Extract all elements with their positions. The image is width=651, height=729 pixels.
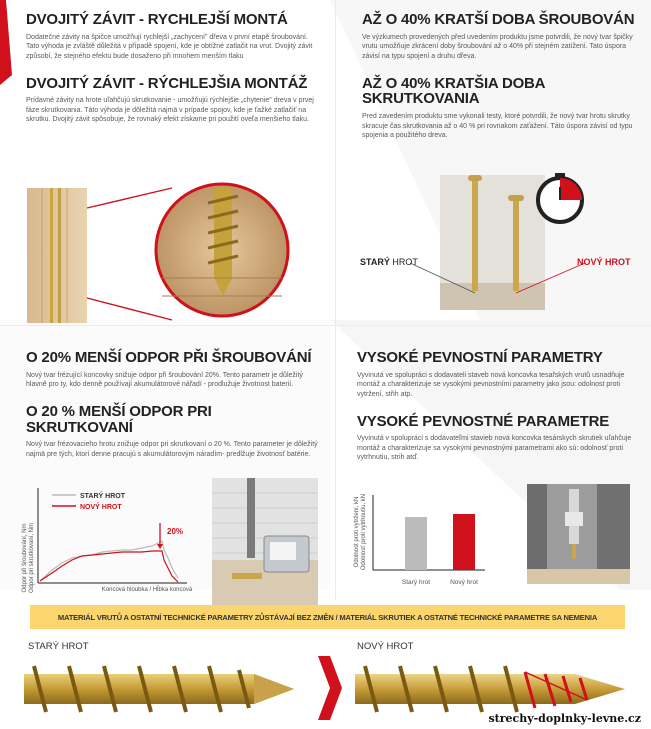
- text-cs: Nový tvar frézující koncovky snižuje odpor při šroubování 20%. Tento parametr je důležitý hlavně pro ty, kdo denně používají akumulátorové nářadí - prodlužuje životnost baterií.: [26, 371, 303, 389]
- image-screws-comparison: [350, 165, 640, 315]
- image-screw-in-wood: [22, 178, 322, 328]
- vertical-divider: [335, 0, 336, 600]
- y-axis-label-sk: Odpor pri skrutkovaní, Nm: [29, 522, 35, 594]
- category-new-label: Nový hrot: [450, 579, 478, 586]
- banner-materials: [30, 605, 625, 629]
- legend-old-label: STARÝ HROT: [80, 493, 125, 500]
- y-axis-label: [354, 494, 367, 570]
- title-cs: DVOJITÝ ZÁVIT - RYCHLEJŠÍ MONTÁ: [26, 11, 288, 28]
- series-new-line: [40, 551, 178, 582]
- x-axis-label: Koncová hloubka / Hĺbka koncová: [101, 587, 193, 593]
- title-cs: VYSOKÉ PEVNOSTNÍ PARAMETRY: [357, 349, 603, 366]
- text-sk: Pred zavedením produktu sme vykonali testy, ktoré potvrdili, že nový tvar hrotu skrutky skracuje čas skrutkovania až o 40 % pri rovnakom zaťažení. Táto úspora závisí od typu spojenia a použitého dreva.: [362, 113, 633, 140]
- label-old-tip: STARÝ HROT: [360, 257, 418, 267]
- text-cs: Dodatečné závity na špičce umožňují rychlejší „zachycení" dřeva v první etapě šroubování. Tato výhoda je zvláště důležitá v případě spojení, kde je obtížné zatlačit na vrut. Dvojitý závit způsobí, že stejného efektu bude dosaženo při mnohem menším tlaku: [26, 33, 313, 60]
- y-axis-label: [22, 523, 35, 593]
- banner-text: MATERIÁL VRUTŮ A OSTATNÍ TECHNICKÉ PARAMETRY ZŮSTÁVAJÍ BEZ ZMĚN / MATERIÁL SKRUTIEK A OSTATNÉ TECHNICKÉ PARAMETRE SA NEMENIA: [57, 612, 598, 622]
- text-sk: Nový tvar frézovacieho hrotu znižuje odpor pri skrutkovaní o 20 %. Tento parameter je dôležitý najmä pre tých, ktorí denne pracujú s akumulátorovým náradím- predlžuje životnosť batérie.: [26, 441, 318, 459]
- image-measurement-device: [212, 478, 318, 608]
- annotation-arrowhead: [157, 544, 163, 549]
- image-testing-machine: [527, 484, 630, 584]
- arrow-right-icon: [318, 656, 342, 720]
- panel-double-thread: [26, 12, 316, 125]
- series-old-line: [40, 541, 178, 581]
- bar-old: [405, 517, 427, 570]
- text-sk: Vyvinutá v spolupráci s dodávateľmi stavieb nová koncovka tesárskych skrutiek uľahčuje montáž a charakterizuje sa vysokými pevnostnými parametrami ako sú: odolnosť proti vytrhnutiu, strih atď.: [357, 435, 632, 462]
- annotation-20-percent: 20%: [167, 527, 184, 536]
- chart-strength: [345, 490, 495, 590]
- chart-resistance: [12, 478, 212, 596]
- y-axis-label-cs: Odpor při šroubování, Nm: [22, 523, 28, 593]
- panel-strength: [357, 350, 642, 463]
- y-axis-label-sk: Odolnosť proti vytrhnutiu, kN: [361, 493, 367, 571]
- title-cs: O 20% MENŠÍ ODPOR PŘI ŠROUBOVÁNÍ: [26, 349, 312, 366]
- bar-new: [453, 514, 475, 570]
- horizontal-divider: [0, 325, 651, 326]
- title-sk: O 20 % MENŠÍ ODPOR PRI SKRUTKOVANÍ: [26, 402, 212, 436]
- category-old-label: Starý hrot: [401, 579, 431, 586]
- title-sk: VYSOKÉ PEVNOSTNÉ PARAMETRE: [357, 412, 610, 430]
- text-sk: Prídavné závity na hrote uľahčujú skrutkovanie - umožňujú rýchlejšie „chytenie" dreva v prvej fáze skrutkovania. Táto výhoda je dôležitá najmä v prípade spojov, kde je ťažké zatlačiť na skrutku. Dvojitý závit spôsobuje, že rovnaký efekt získame pri použití oveľa menšieho tlaku.: [26, 97, 314, 124]
- text-cs: Ve výzkumech provedených před uvedením produktu jsme potvrdili, že nový tvar špičky vrutu umožňuje zkrácení doby šroubování až o 40% při stejném zatížení. Tato úspora závisí na typu spojení a druhu dřeva.: [362, 33, 633, 60]
- bottom-label-new: NOVÝ HROT: [357, 641, 414, 652]
- label-new-tip: NOVÝ HROT: [577, 257, 631, 267]
- bottom-label-old: STARÝ HROT: [28, 641, 89, 652]
- panel-lower-resistance: [26, 350, 321, 460]
- text-cs: Vyvinutá ve spolupráci s dodavateli staveb nová koncovka tesařských vrutů usnadňuje montáž a charakterizuje se vysokými pevnostními parametry jako jsou: odolnost proti vytržení, střih atp.: [357, 371, 625, 398]
- title-cs: AŽ O 40% KRATŠÍ DOBA ŠROUBOVÁN: [362, 11, 635, 28]
- title-sk: DVOJITÝ ZÁVIT - RÝCHLEJŠIA MONTÁŽ: [26, 74, 308, 92]
- watermark: strechy-doplnky-levne.cz: [488, 712, 641, 725]
- image-old-screw-tip: [24, 656, 314, 722]
- panel-shorter-time: [362, 12, 642, 141]
- y-axis-label-cs: Odolnost proti vytržení, kN: [354, 496, 360, 568]
- legend-new-label: NOVÝ HROT: [80, 504, 122, 511]
- title-sk: AŽ O 40% KRATŠIA DOBA SKRUTKOVANIA: [362, 74, 545, 108]
